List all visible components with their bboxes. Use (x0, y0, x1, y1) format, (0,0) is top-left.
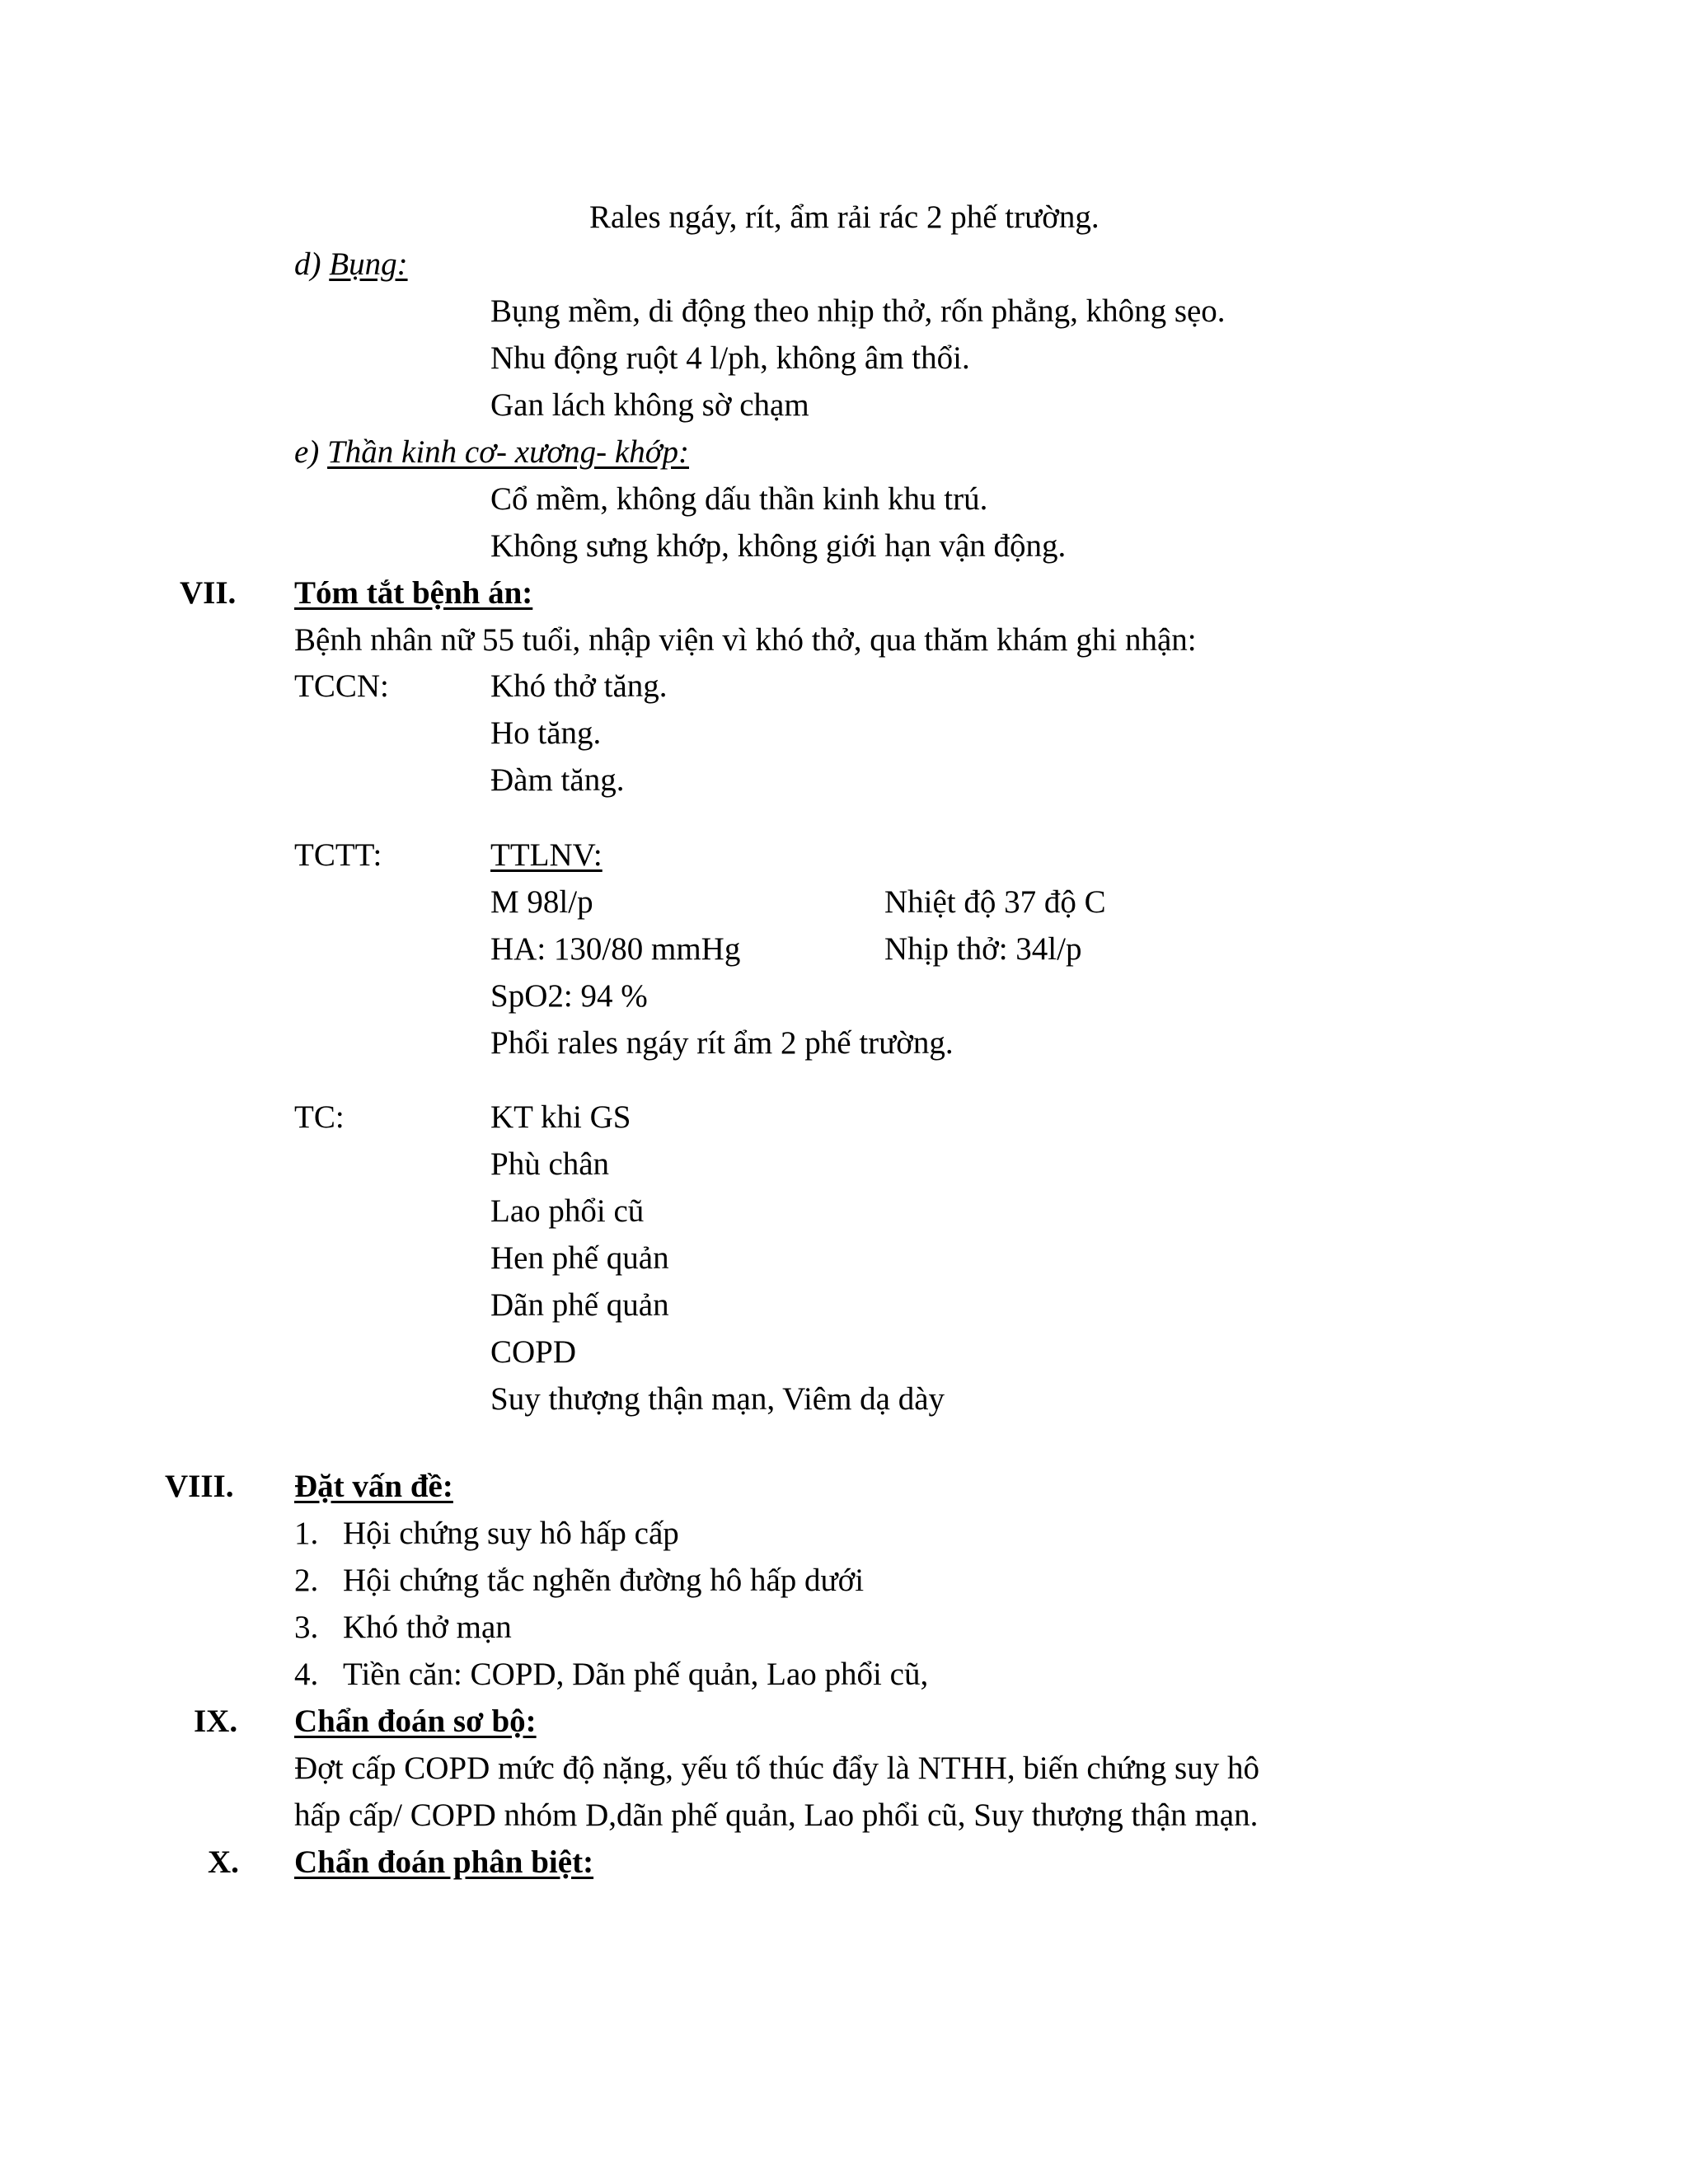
neuro-heading (294, 436, 689, 468)
abdomen-prefix: d) (294, 246, 330, 282)
vital-temperature: Nhiệt độ 37 độ C (884, 884, 1106, 920)
tc-item: COPD (490, 1334, 577, 1370)
tc-item: Phù chân (490, 1146, 610, 1182)
vital-spo2: SpO2: 94 % (490, 978, 648, 1014)
abdomen-heading (294, 248, 408, 280)
abdomen-line: Nhu động ruột 4 l/ph, không âm thổi. (490, 340, 970, 376)
section-ix-title: Chẩn đoán sơ bộ: (294, 1704, 537, 1739)
problem-number: 4. (294, 1657, 319, 1692)
abdomen-line: Gan lách không sờ chạm (490, 387, 809, 423)
problem-number: 3. (294, 1610, 319, 1645)
section-vii-number: VII. (180, 575, 237, 611)
problem-text: Hội chứng tắc nghẽn đường hô hấp dưới (343, 1563, 865, 1598)
problem-number: 2. (294, 1563, 319, 1598)
section-vii-title: Tóm tắt bệnh án: (294, 575, 533, 611)
problem-text: Tiền căn: COPD, Dãn phế quản, Lao phổi cũ, (343, 1657, 929, 1692)
tccn-label: TCCN: (294, 668, 389, 704)
abdomen-line: Bụng mềm, di động theo nhịp thở, rốn phẳng, không sẹo. (490, 293, 1226, 329)
tc-item: Dãn phế quản (490, 1287, 669, 1323)
vital-pulse: M 98l/p (490, 884, 593, 920)
tc-item: Lao phổi cũ (490, 1193, 645, 1229)
neuro-title: Thần kinh cơ- xương- khớp: (327, 434, 690, 470)
diagnosis-line: Đợt cấp COPD mức độ nặng, yếu tố thúc đẩy là NTHH, biến chứng suy hô (294, 1750, 1259, 1786)
tc-label: TC: (294, 1099, 345, 1135)
vital-blood-pressure: HA: 130/80 mmHg (490, 931, 741, 967)
problem-number: 1. (294, 1516, 319, 1551)
section-x-number: X. (208, 1844, 239, 1880)
neuro-prefix: e) (294, 434, 328, 470)
section-ix-number: IX. (194, 1704, 238, 1739)
tc-item: Hen phế quản (490, 1240, 669, 1276)
section-x-title: Chẩn đoán phân biệt: (294, 1844, 594, 1880)
tctt-label: TCTT: (294, 837, 382, 873)
lung-summary: Phổi rales ngáy rít ẩm 2 phế trường. (490, 1025, 954, 1061)
summary-intro: Bệnh nhân nữ 55 tuổi, nhập viện vì khó thở, qua thăm khám ghi nhận: (294, 622, 1197, 658)
vital-respiratory-rate: Nhịp thở: 34l/p (884, 931, 1082, 967)
neuro-line: Không sưng khớp, không giới hạn vận động. (490, 528, 1067, 564)
neuro-line: Cổ mềm, không dấu thần kinh khu trú. (490, 481, 988, 517)
lung-exam-line: Rales ngáy, rít, ẩm rải rác 2 phế trường. (589, 199, 1100, 235)
tc-item: KT khi GS (490, 1099, 631, 1135)
ttlnv-heading: TTLNV: (490, 837, 603, 873)
tc-item: Suy thượng thận mạn, Viêm dạ dày (490, 1381, 945, 1417)
section-viii-title: Đặt vấn đề: (294, 1469, 453, 1504)
tccn-item: Khó thở tăng. (490, 668, 668, 704)
problem-text: Khó thở mạn (343, 1610, 512, 1645)
problem-text: Hội chứng suy hô hấp cấp (343, 1516, 679, 1551)
diagnosis-line: hấp cấp/ COPD nhóm D,dãn phế quản, Lao phổi cũ, Suy thượng thận mạn. (294, 1797, 1259, 1833)
abdomen-title: Bụng: (329, 246, 408, 282)
tccn-item: Ho tăng. (490, 715, 602, 751)
tccn-item: Đàm tăng. (490, 762, 625, 798)
section-viii-number: VIII. (165, 1469, 234, 1504)
